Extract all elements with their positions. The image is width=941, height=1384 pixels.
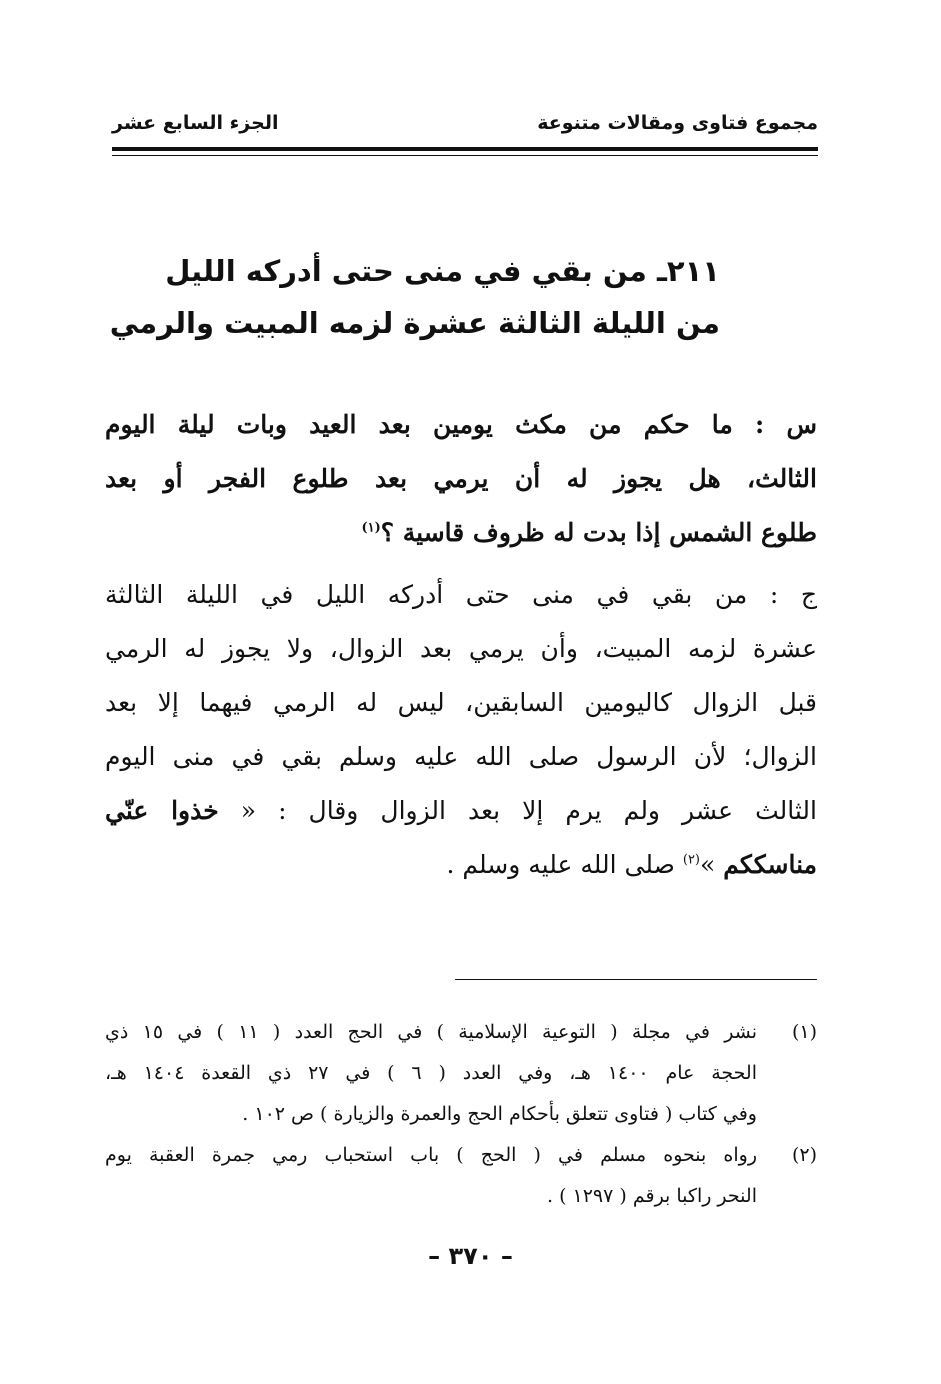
volume-label: الجزء السابع عشر bbox=[112, 112, 279, 134]
answer-line-6-tail: صلى الله عليه وسلم . bbox=[446, 850, 675, 879]
hadith-quote-end: مناسككم bbox=[723, 850, 817, 879]
footnote-1-line-2: الحجة عام ١٤٠٠ هـ، وفي العدد ( ٦ ) في ٢٧ ذي القعدة ١٤٠٤ هـ، bbox=[105, 1062, 758, 1084]
footnotes bbox=[105, 1012, 817, 1217]
question-line-1: س : ما حكم من مكث يومين بعد العيد وبات ليلة اليوم bbox=[105, 410, 817, 439]
running-header bbox=[112, 112, 818, 142]
footnote-2-line-2: النحر راكبا برقم ( ١٢٩٧ ) . bbox=[546, 1185, 757, 1207]
quote-close-mark: » bbox=[700, 850, 716, 879]
hadith-quote-start: خذوا عنّي bbox=[105, 796, 219, 825]
question-paragraph bbox=[105, 398, 817, 560]
footnote-2-number: (٢) bbox=[791, 1144, 817, 1166]
footnote-ref-1[interactable]: (١) bbox=[361, 520, 381, 536]
footnote-1-line-1: نشر في مجلة ( التوعية الإسلامية ) في الحج العدد ( ١١ ) في ١٥ ذي bbox=[105, 1021, 758, 1043]
book-title: مجموع فتاوى ومقالات متنوعة bbox=[537, 112, 818, 134]
header-rule-thick bbox=[112, 147, 818, 151]
footnote-separator bbox=[455, 979, 817, 980]
footnote-1-number: (١) bbox=[791, 1021, 817, 1043]
answer-line-3: قبل الزوال كاليومين السابقين، ليس له الرمي فيهما إلا بعد bbox=[105, 688, 817, 717]
answer-line-5-text: الثالث عشر ولم يرم إلا بعد الزوال وقال : « bbox=[240, 796, 817, 825]
answer-line-4: الزوال؛ لأن الرسول صلى الله عليه وسلم بقي في منى اليوم bbox=[105, 742, 817, 771]
page-number: – ٣٧٠ – bbox=[428, 1242, 513, 1270]
footnote-1-line-3: وفي كتاب ( فتاوى تتعلق بأحكام الحج والعمرة والزيارة ) ص ١٠٢ . bbox=[242, 1103, 757, 1125]
title-line-1: ٢١١ـ من بقي في منى حتى أدركه الليل bbox=[165, 254, 720, 288]
question-line-3-text: طلوع الشمس إذا بدت له ظروف قاسية ؟ bbox=[380, 518, 817, 547]
footnote-2 bbox=[105, 1135, 817, 1217]
footnote-2-line-1: رواه بنحوه مسلم في ( الحج ) باب استحباب رمي جمرة العقبة يوم bbox=[105, 1144, 757, 1166]
title-line-2: من الليلة الثالثة عشرة لزمه المبيت والرمي bbox=[109, 306, 720, 340]
header-rule-thin bbox=[112, 155, 818, 156]
answer-paragraph bbox=[105, 568, 817, 892]
footnote-1 bbox=[105, 1012, 817, 1135]
question-line-3 bbox=[105, 506, 817, 560]
answer-line-2: عشرة لزمه المبيت، وأن يرمي بعد الزوال، ولا يجوز له الرمي bbox=[105, 634, 817, 663]
answer-line-1: ج : من بقي في منى حتى أدركه الليل في الليلة الثالثة bbox=[105, 580, 817, 609]
answer-line-5 bbox=[105, 784, 817, 838]
question-line-2: الثالث، هل يجوز له أن يرمي بعد طلوع الفجر أو بعد bbox=[105, 464, 817, 493]
fatwa-title bbox=[109, 245, 720, 349]
answer-line-6 bbox=[105, 838, 817, 892]
footnote-ref-2[interactable]: (٢) bbox=[682, 852, 700, 868]
